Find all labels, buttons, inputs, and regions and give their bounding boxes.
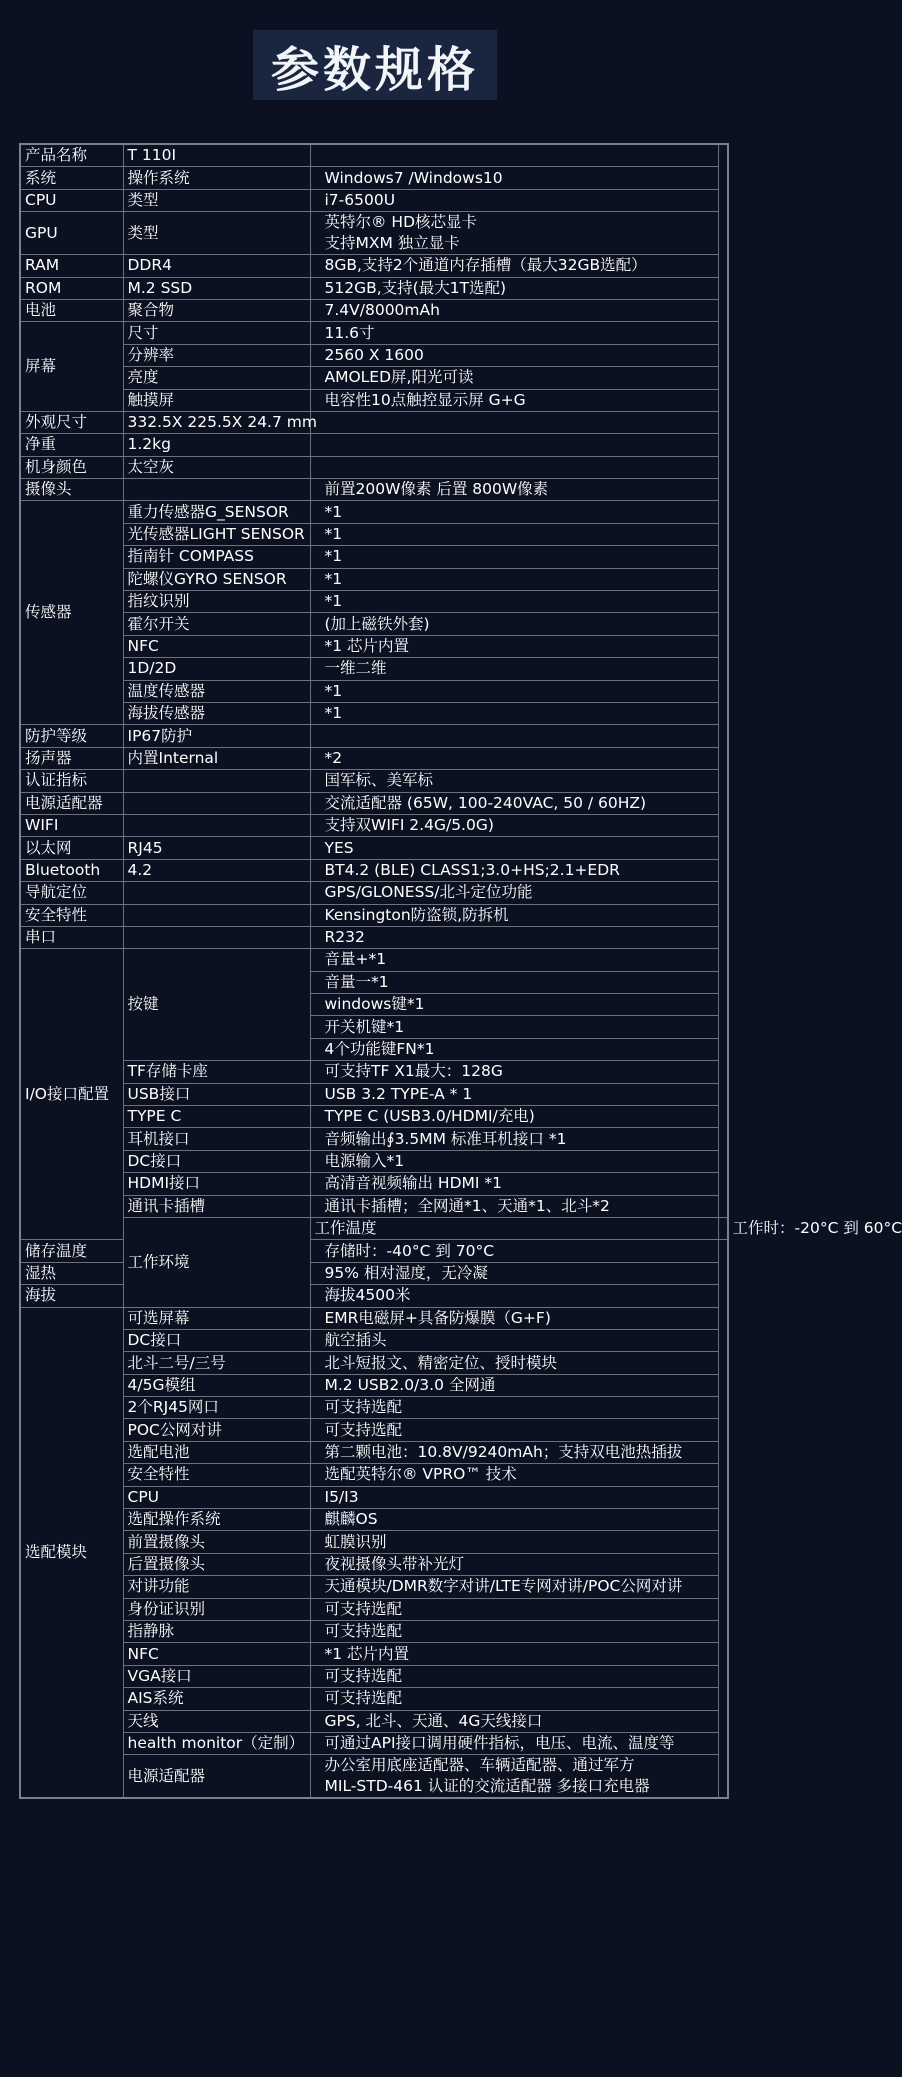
value-cell: 2560 X 1600 bbox=[310, 344, 718, 366]
value-cell: *2 bbox=[310, 747, 718, 769]
subitem-cell: 类型 bbox=[123, 212, 310, 255]
subitem-cell: health monitor（定制） bbox=[123, 1732, 310, 1754]
subitem-cell: M.2 SSD bbox=[123, 277, 310, 299]
page-title: 参数规格 bbox=[270, 41, 479, 98]
value-cell: 音量+*1 bbox=[310, 949, 718, 971]
value-cell: 电容性10点触控显示屏 G+G bbox=[310, 389, 718, 411]
category-cell: 认证指标 bbox=[20, 770, 123, 792]
subitem-cell: 聚合物 bbox=[123, 299, 310, 321]
value-cell bbox=[310, 212, 718, 255]
title-area bbox=[0, 30, 750, 100]
subitem-cell bbox=[123, 814, 310, 836]
value-cell: *1 bbox=[310, 523, 718, 545]
subitem-cell: DDR4 bbox=[123, 255, 310, 277]
value-cell: 交流适配器 (65W, 100-240VAC, 50 / 60HZ) bbox=[310, 792, 718, 814]
value-cell: 音量一*1 bbox=[310, 971, 718, 993]
table-row bbox=[20, 680, 728, 702]
table-row bbox=[20, 344, 728, 366]
subitem-cell: HDMI接口 bbox=[123, 1173, 310, 1195]
table-row bbox=[20, 1598, 728, 1620]
value-cell: 北斗短报文、精密定位、授时模块 bbox=[310, 1352, 718, 1374]
table-row bbox=[20, 1329, 728, 1351]
category-cell: 摄像头 bbox=[20, 479, 123, 501]
category-cell: 屏幕 bbox=[20, 322, 123, 412]
table-row bbox=[20, 1374, 728, 1396]
value-cell: USB 3.2 TYPE-A * 1 bbox=[310, 1083, 718, 1105]
subitem-cell: 后置摄像头 bbox=[123, 1553, 310, 1575]
value-line: MIL-STD-461 认证的交流适配器 多接口充电器 bbox=[324, 1777, 650, 1796]
value-cell: 高清音视频输出 HDMI *1 bbox=[310, 1173, 718, 1195]
subitem-cell: 指静脉 bbox=[123, 1621, 310, 1643]
category-cell: 传感器 bbox=[20, 501, 123, 725]
subitem-cell: RJ45 bbox=[123, 837, 310, 859]
value-cell bbox=[310, 725, 718, 747]
table-row bbox=[20, 814, 728, 836]
category-cell: 工作环境 bbox=[123, 1217, 310, 1307]
value-cell: 95% 相对湿度，无冷凝 bbox=[310, 1262, 718, 1284]
table-row bbox=[20, 546, 728, 568]
table-row bbox=[20, 1128, 728, 1150]
value-cell: Kensington防盗锁,防拆机 bbox=[310, 904, 718, 926]
category-cell: 导航定位 bbox=[20, 882, 123, 904]
value-cell: 前置200W像素 后置 800W像素 bbox=[310, 479, 718, 501]
table-row bbox=[20, 1441, 728, 1463]
table-row bbox=[20, 792, 728, 814]
table-row bbox=[20, 1106, 728, 1128]
category-cell: WIFI bbox=[20, 814, 123, 836]
value-cell: 可支持选配 bbox=[310, 1665, 718, 1687]
subitem-cell: NFC bbox=[123, 1643, 310, 1665]
subitem-cell: 332.5X 225.5X 24.7 mm bbox=[123, 411, 310, 433]
table-row bbox=[20, 1732, 728, 1754]
subitem-cell: 温度传感器 bbox=[123, 680, 310, 702]
category-cell: 电池 bbox=[20, 299, 123, 321]
table-row bbox=[20, 212, 728, 255]
value-cell: *1 芯片内置 bbox=[310, 635, 718, 657]
value-cell: 4个功能键FN*1 bbox=[310, 1038, 718, 1060]
subitem-cell: CPU bbox=[123, 1486, 310, 1508]
table-row bbox=[20, 1352, 728, 1374]
subitem-cell bbox=[123, 904, 310, 926]
category-cell: 产品名称 bbox=[20, 144, 123, 167]
spec-table-body bbox=[20, 144, 902, 1798]
value-cell: BT4.2 (BLE) CLASS1;3.0+HS;2.1+EDR bbox=[310, 859, 718, 881]
table-row bbox=[20, 1173, 728, 1195]
table-row bbox=[20, 1553, 728, 1575]
subitem-cell: 电源适配器 bbox=[123, 1755, 310, 1799]
subitem-cell: 选配电池 bbox=[123, 1441, 310, 1463]
subitem-cell: 4.2 bbox=[123, 859, 310, 881]
subitem-cell: 陀螺仪GYRO SENSOR bbox=[123, 568, 310, 590]
value-line: 英特尔® HD核芯显卡 bbox=[324, 213, 478, 232]
value-cell: *1 bbox=[310, 546, 718, 568]
table-row bbox=[20, 1419, 728, 1441]
value-cell: 可支持TF X1最大：128G bbox=[310, 1061, 718, 1083]
table-row bbox=[20, 1643, 728, 1665]
table-row bbox=[20, 167, 728, 189]
value-cell: GPS, 北斗、天通、4G天线接口 bbox=[310, 1710, 718, 1732]
value-cell: *1 bbox=[310, 568, 718, 590]
table-row bbox=[20, 1509, 728, 1531]
category-cell: 安全特性 bbox=[20, 904, 123, 926]
category-cell: 串口 bbox=[20, 926, 123, 948]
table-row bbox=[20, 837, 728, 859]
value-cell bbox=[310, 411, 718, 433]
table-row bbox=[20, 702, 728, 724]
subitem-cell: 身份证识别 bbox=[123, 1598, 310, 1620]
table-row bbox=[20, 501, 728, 523]
table-row bbox=[20, 322, 728, 344]
value-cell: *1 bbox=[310, 702, 718, 724]
category-cell: 系统 bbox=[20, 167, 123, 189]
table-row bbox=[20, 367, 728, 389]
value-cell: AMOLED屏,阳光可读 bbox=[310, 367, 718, 389]
value-cell: 虹膜识别 bbox=[310, 1531, 718, 1553]
value-cell bbox=[310, 434, 718, 456]
value-cell: 夜视摄像头带补光灯 bbox=[310, 1553, 718, 1575]
value-cell: 海拔4500米 bbox=[310, 1285, 718, 1307]
subitem-cell: 工作温度 bbox=[310, 1217, 718, 1239]
subitem-cell: 1D/2D bbox=[123, 658, 310, 680]
category-cell: CPU bbox=[20, 189, 123, 211]
category-cell: RAM bbox=[20, 255, 123, 277]
value-cell bbox=[310, 144, 718, 167]
value-cell: 天通模块/DMR数字对讲/LTE专网对讲/POC公网对讲 bbox=[310, 1576, 718, 1598]
table-row bbox=[20, 1486, 728, 1508]
subitem-cell: 耳机接口 bbox=[123, 1128, 310, 1150]
title-banner bbox=[253, 30, 497, 100]
table-row bbox=[20, 411, 728, 433]
table-row bbox=[20, 747, 728, 769]
value-cell: GPS/GLONESS/北斗定位功能 bbox=[310, 882, 718, 904]
category-cell: 电源适配器 bbox=[20, 792, 123, 814]
value-cell: (加上磁铁外套) bbox=[310, 613, 718, 635]
value-cell: 7.4V/8000mAh bbox=[310, 299, 718, 321]
table-row bbox=[20, 904, 728, 926]
table-row bbox=[20, 299, 728, 321]
table-row bbox=[20, 479, 728, 501]
subitem-cell: TF存储卡座 bbox=[123, 1061, 310, 1083]
subitem-cell: 尺寸 bbox=[123, 322, 310, 344]
table-row bbox=[20, 389, 728, 411]
value-cell: 工作时：-20°C 到 60°C bbox=[718, 1217, 728, 1239]
value-cell: 开关机键*1 bbox=[310, 1016, 718, 1038]
table-row bbox=[20, 591, 728, 613]
table-row bbox=[20, 1621, 728, 1643]
table-row bbox=[20, 1083, 728, 1105]
table-row bbox=[20, 1150, 728, 1172]
value-cell: YES bbox=[310, 837, 718, 859]
value-cell: *1 bbox=[310, 591, 718, 613]
table-row bbox=[20, 277, 728, 299]
subitem-cell: 可选屏幕 bbox=[123, 1307, 310, 1329]
value-cell: 麒麟OS bbox=[310, 1509, 718, 1531]
value-cell: 音频输出∮3.5MM 标准耳机接口 *1 bbox=[310, 1128, 718, 1150]
value-cell: EMR电磁屏+具备防爆膜（G+F) bbox=[310, 1307, 718, 1329]
subitem-cell: 选配操作系统 bbox=[123, 1509, 310, 1531]
subitem-cell: 通讯卡插槽 bbox=[123, 1195, 310, 1217]
value-cell: 可支持选配 bbox=[310, 1621, 718, 1643]
value-cell: 512GB,支持(最大1T选配) bbox=[310, 277, 718, 299]
table-row bbox=[20, 1397, 728, 1419]
table-row bbox=[20, 1217, 728, 1239]
category-cell: 以太网 bbox=[20, 837, 123, 859]
value-cell: 可支持选配 bbox=[310, 1419, 718, 1441]
value-cell: *1 芯片内置 bbox=[310, 1643, 718, 1665]
table-row bbox=[20, 949, 728, 971]
subitem-cell: 指纹识别 bbox=[123, 591, 310, 613]
value-cell bbox=[310, 456, 718, 478]
table-row bbox=[20, 1576, 728, 1598]
table-row bbox=[20, 568, 728, 590]
value-cell bbox=[310, 1755, 718, 1799]
subitem-cell: T 110I bbox=[123, 144, 310, 167]
subitem-cell: 太空灰 bbox=[123, 456, 310, 478]
subitem-cell: 1.2kg bbox=[123, 434, 310, 456]
value-cell: 可支持选配 bbox=[310, 1688, 718, 1710]
table-row bbox=[20, 926, 728, 948]
subitem-cell: 触摸屏 bbox=[123, 389, 310, 411]
value-cell: 一维二维 bbox=[310, 658, 718, 680]
category-cell: 外观尺寸 bbox=[20, 411, 123, 433]
subitem-cell: 类型 bbox=[123, 189, 310, 211]
table-row bbox=[20, 189, 728, 211]
table-row bbox=[20, 882, 728, 904]
category-cell: 防护等级 bbox=[20, 725, 123, 747]
table-row bbox=[20, 1307, 728, 1329]
table-row bbox=[20, 1061, 728, 1083]
subitem-cell: 天线 bbox=[123, 1710, 310, 1732]
subitem-cell bbox=[123, 926, 310, 948]
value-cell: 可通过API接口调用硬件指标，电压、电流、温度等 bbox=[310, 1732, 718, 1754]
value-cell: TYPE C (USB3.0/HDMI/充电) bbox=[310, 1106, 718, 1128]
table-row bbox=[20, 1665, 728, 1687]
subitem-cell: DC接口 bbox=[123, 1150, 310, 1172]
table-row bbox=[20, 434, 728, 456]
subitem-cell: AIS系统 bbox=[123, 1688, 310, 1710]
table-row bbox=[20, 1531, 728, 1553]
subitem-cell bbox=[123, 792, 310, 814]
spec-table bbox=[19, 143, 902, 1799]
table-row bbox=[20, 1688, 728, 1710]
category-cell: 扬声器 bbox=[20, 747, 123, 769]
value-cell: i7-6500U bbox=[310, 189, 718, 211]
table-row bbox=[20, 1195, 728, 1217]
table-row bbox=[20, 1755, 728, 1799]
subitem-cell: 前置摄像头 bbox=[123, 1531, 310, 1553]
table-row bbox=[20, 523, 728, 545]
subitem-cell: 重力传感器G_SENSOR bbox=[123, 501, 310, 523]
table-row bbox=[20, 1464, 728, 1486]
value-cell: M.2 USB2.0/3.0 全网通 bbox=[310, 1374, 718, 1396]
subitem-cell: 储存温度 bbox=[20, 1240, 123, 1262]
category-cell: ROM bbox=[20, 277, 123, 299]
value-cell: 电源输入*1 bbox=[310, 1150, 718, 1172]
value-line: 办公室用底座适配器、车辆适配器、通过军方 bbox=[324, 1756, 635, 1775]
value-cell: R232 bbox=[310, 926, 718, 948]
subitem-cell: 按键 bbox=[123, 949, 310, 1061]
table-row bbox=[20, 859, 728, 881]
table-row bbox=[20, 456, 728, 478]
subitem-cell: 亮度 bbox=[123, 367, 310, 389]
table-row bbox=[20, 725, 728, 747]
subitem-cell: IP67防护 bbox=[123, 725, 310, 747]
value-cell: windows键*1 bbox=[310, 994, 718, 1016]
value-cell: *1 bbox=[310, 501, 718, 523]
subitem-cell: USB接口 bbox=[123, 1083, 310, 1105]
value-cell: 支持双WIFI 2.4G/5.0G) bbox=[310, 814, 718, 836]
subitem-cell: 海拔 bbox=[20, 1285, 123, 1307]
value-cell: 可支持选配 bbox=[310, 1397, 718, 1419]
subitem-cell bbox=[123, 770, 310, 792]
subitem-cell: POC公网对讲 bbox=[123, 1419, 310, 1441]
subitem-cell: 内置Internal bbox=[123, 747, 310, 769]
value-cell: I5/I3 bbox=[310, 1486, 718, 1508]
value-cell: 可支持选配 bbox=[310, 1598, 718, 1620]
value-cell: 11.6寸 bbox=[310, 322, 718, 344]
table-row bbox=[20, 770, 728, 792]
subitem-cell bbox=[123, 882, 310, 904]
value-cell: 航空插头 bbox=[310, 1329, 718, 1351]
table-row bbox=[20, 658, 728, 680]
value-cell: 存储时：-40°C 到 70°C bbox=[310, 1240, 718, 1262]
subitem-cell: 湿热 bbox=[20, 1262, 123, 1284]
category-cell: 净重 bbox=[20, 434, 123, 456]
subitem-cell: VGA接口 bbox=[123, 1665, 310, 1687]
value-cell: 第二颗电池：10.8V/9240mAh；支持双电池热插拔 bbox=[310, 1441, 718, 1463]
table-row bbox=[20, 613, 728, 635]
table-row bbox=[20, 1710, 728, 1732]
subitem-cell bbox=[123, 479, 310, 501]
subitem-cell: 操作系统 bbox=[123, 167, 310, 189]
subitem-cell: NFC bbox=[123, 635, 310, 657]
category-cell: GPU bbox=[20, 212, 123, 255]
category-cell: 机身颜色 bbox=[20, 456, 123, 478]
value-cell: 通讯卡插槽；全网通*1、天通*1、北斗*2 bbox=[310, 1195, 718, 1217]
table-row bbox=[20, 255, 728, 277]
subitem-cell: 2个RJ45网口 bbox=[123, 1397, 310, 1419]
subitem-cell: 指南针 COMPASS bbox=[123, 546, 310, 568]
value-cell: 8GB,支持2个通道内存插槽（最大32GB选配） bbox=[310, 255, 718, 277]
table-row bbox=[20, 635, 728, 657]
value-cell: *1 bbox=[310, 680, 718, 702]
category-cell: Bluetooth bbox=[20, 859, 123, 881]
category-cell: 选配模块 bbox=[20, 1307, 123, 1798]
subitem-cell: 对讲功能 bbox=[123, 1576, 310, 1598]
subitem-cell: 光传感器LIGHT SENSOR bbox=[123, 523, 310, 545]
subitem-cell: 霍尔开关 bbox=[123, 613, 310, 635]
category-cell: I/O接口配置 bbox=[20, 949, 123, 1240]
subitem-cell: 北斗二号/三号 bbox=[123, 1352, 310, 1374]
value-cell: Windows7 /Windows10 bbox=[310, 167, 718, 189]
subitem-cell: TYPE C bbox=[123, 1106, 310, 1128]
value-cell: 国军标、美军标 bbox=[310, 770, 718, 792]
subitem-cell: 4/5G模组 bbox=[123, 1374, 310, 1396]
subitem-cell: 海拔传感器 bbox=[123, 702, 310, 724]
table-row bbox=[20, 144, 728, 167]
subitem-cell: DC接口 bbox=[123, 1329, 310, 1351]
value-line: 支持MXM 独立显卡 bbox=[324, 234, 460, 253]
value-cell: 选配英特尔® VPRO™ 技术 bbox=[310, 1464, 718, 1486]
subitem-cell: 分辨率 bbox=[123, 344, 310, 366]
subitem-cell: 安全特性 bbox=[123, 1464, 310, 1486]
